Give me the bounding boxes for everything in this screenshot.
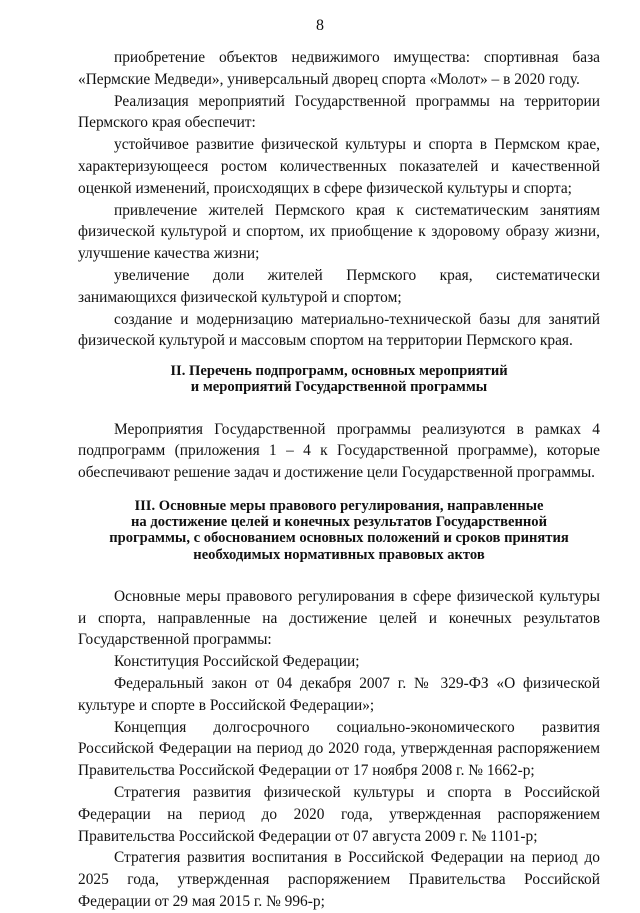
paragraph: приобретение объектов недвижимого имущества: спортивная база «Пермские Медведи», универсальный дворец спорта «Молот» – в 2020 году. [78, 49, 600, 88]
section-heading-line: II. Перечень подпрограмм, основных мероприятий [170, 363, 508, 380]
section-heading-line: на достижение целей и конечных результатов Государственной [131, 514, 547, 531]
section-heading-3 [78, 498, 600, 563]
paragraph: увеличение доли жителей Пермского края, систематически занимающихся физической культурой и спортом; [78, 266, 600, 306]
paragraph: Стратегия развития воспитания в Российской Федерации на период до 2025 года, утвержденная распоряжением Правительства Российской Федерации от 29 мая 2015 г. № 996-р; [78, 849, 600, 910]
paragraph: Конституция Российской Федерации; [114, 653, 360, 671]
paragraph: Мероприятия Государственной программы реализуются в рамках 4 подпрограмм (приложения 1 – 4 к Государственной программе), которые обеспечивают решение задач и достижение цели Государственной программы. [78, 420, 600, 482]
section-heading-line: программы, с обоснованием основных положений и сроков принятия [109, 530, 569, 547]
page-number: 8 [316, 17, 324, 34]
paragraph: Основные меры правового регулирования в сфере физической культуры и спорта, направленные на достижение целей и конечных результатов Государственной программы: [78, 587, 600, 649]
paragraph: Стратегия развития физической культуры и спорта в Российской Федерации на период до 2020 года, утвержденная распоряжением Правительства Российской Федерации от 07 августа 2009 г. № 1101-р; [78, 783, 600, 845]
section-heading-line: и мероприятий Государственной программы [190, 379, 488, 396]
paragraph: Федеральный закон от 04 декабря 2007 г. № 329-ФЗ «О физической культуре и спорте в Российской Федерации»; [78, 674, 600, 714]
paragraph: Реализация мероприятий Государственной программы на территории Пермского края обеспечит: [78, 92, 600, 132]
section-heading-line: III. Основные меры правового регулирования, направленные [134, 497, 544, 514]
paragraph: устойчивое развитие физической культуры и спорта в Пермском крае, характеризующееся ростом количественных показателей и качественной оценкой изменений, происходящих в сфере физической культуры и спорта; [78, 136, 600, 197]
paragraph: создание и модернизацию материально-технической базы для занятий физической культурой и массовым спортом на территории Пермского края. [78, 310, 600, 350]
section-heading-line: необходимых нормативных правовых актов [193, 546, 485, 563]
paragraph: Концепция долгосрочного социально-экономического развития Российской Федерации на период до 2020 года, утвержденная распоряжением Правительства Российской Федерации от 17 ноября 2008 г. № 1662-р; [78, 718, 600, 780]
section-heading-2 [78, 363, 600, 395]
paragraph: привлечение жителей Пермского края к систематическим занятиям физической культурой и спортом, их приобщение к здоровому образу жизни, улучшение качества жизни; [78, 201, 600, 263]
document-body [78, 47, 600, 913]
